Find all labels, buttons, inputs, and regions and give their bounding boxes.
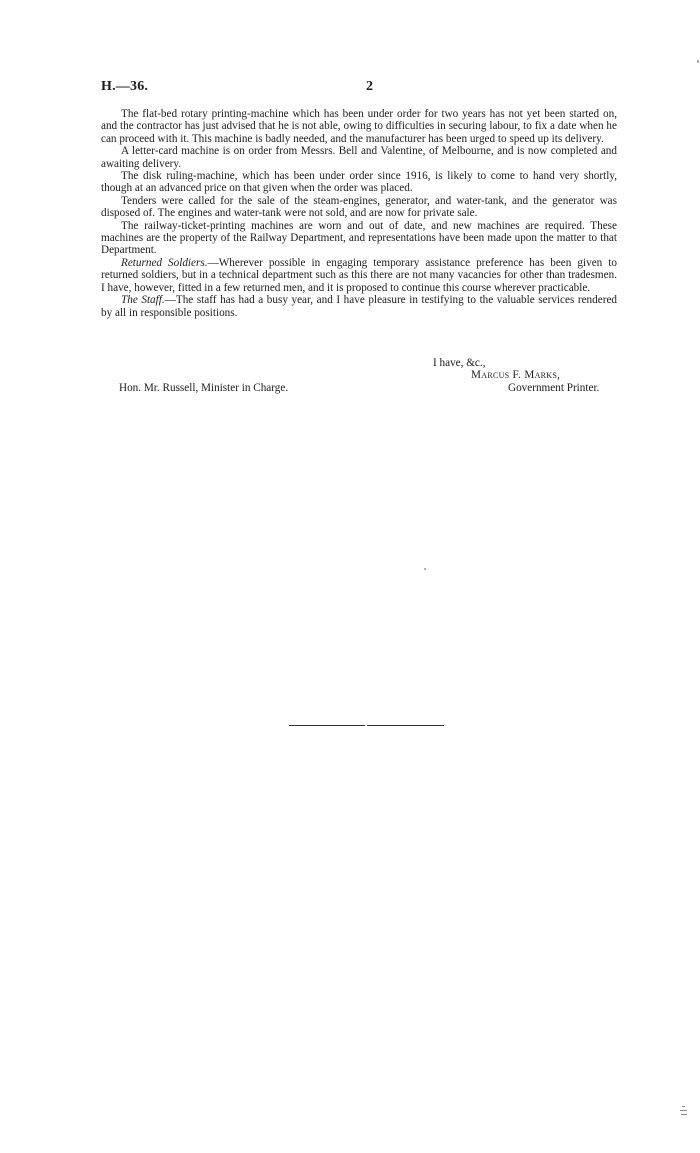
section-divider-left (289, 725, 365, 726)
document-reference: H.—36. (101, 79, 149, 94)
report-body (101, 108, 617, 319)
scan-speck (424, 568, 426, 570)
addressee: Hon. Mr. Russell, Minister in Charge. (119, 382, 289, 394)
signatory-name: Marcus F. Marks, (471, 369, 561, 381)
returned-soldiers-text: —Wherever possible in engaging temporary assistance preference has been given to returned soldiers, but in a technical department such as this there are not many vacancies for other than tradesmen. I have, however, fitted in a few returned men, and it is proposed to continue this course wherever practicable. (101, 256, 617, 294)
paragraph-returned-soldiers (101, 257, 617, 294)
section-divider-right (367, 725, 444, 726)
paragraph-tenders: Tenders were called for the sale of the steam-engines, generator, and water-tank, and the generator was disposed of. The engines and water-tank were not sold, and are now for private sale. (101, 194, 617, 220)
closing-phrase: I have, &c., (433, 357, 486, 369)
paragraph-disk-ruling-machine: The disk ruling-machine, which has been under order since 1916, is likely to come to hand very shortly, though at an advanced price on that given when the order was placed. (101, 170, 617, 195)
scan-artifact (680, 1104, 690, 1118)
paragraph-letter-card-machine: A letter-card machine is on order from Messrs. Bell and Valentine, of Melbourne, and is now completed and awaiting delivery. (101, 145, 617, 170)
signatory-title: Government Printer. (508, 382, 600, 394)
paragraph-staff (101, 294, 617, 319)
staff-heading: The Staff. (121, 294, 165, 307)
paragraph-railway-ticket-machines: The railway-ticket-printing machines are worn and out of date, and new machines are required. These machines are the property of the Railway Department, and representations have been made upon the matter to that Department. (101, 219, 617, 257)
page-number: 2 (366, 79, 373, 94)
scan-speck (697, 60, 699, 63)
returned-soldiers-heading: Returned Soldiers. (121, 256, 208, 269)
staff-text: —The staff has had a busy year, and I have pleasure in testifying to the valuable services rendered by all in responsible positions. (101, 294, 617, 319)
page-header (101, 79, 601, 99)
paragraph-printing-machine: The flat-bed rotary printing-machine which has been under order for two years has not yet been started on, and the contractor has just advised that he is not able, owing to difficulties in securing labour, to fix a date when he can proceed with it. This machine is badly needed, and the manufacturer has been urged to speed up its delivery. (101, 108, 617, 145)
letter-closing (101, 357, 621, 397)
